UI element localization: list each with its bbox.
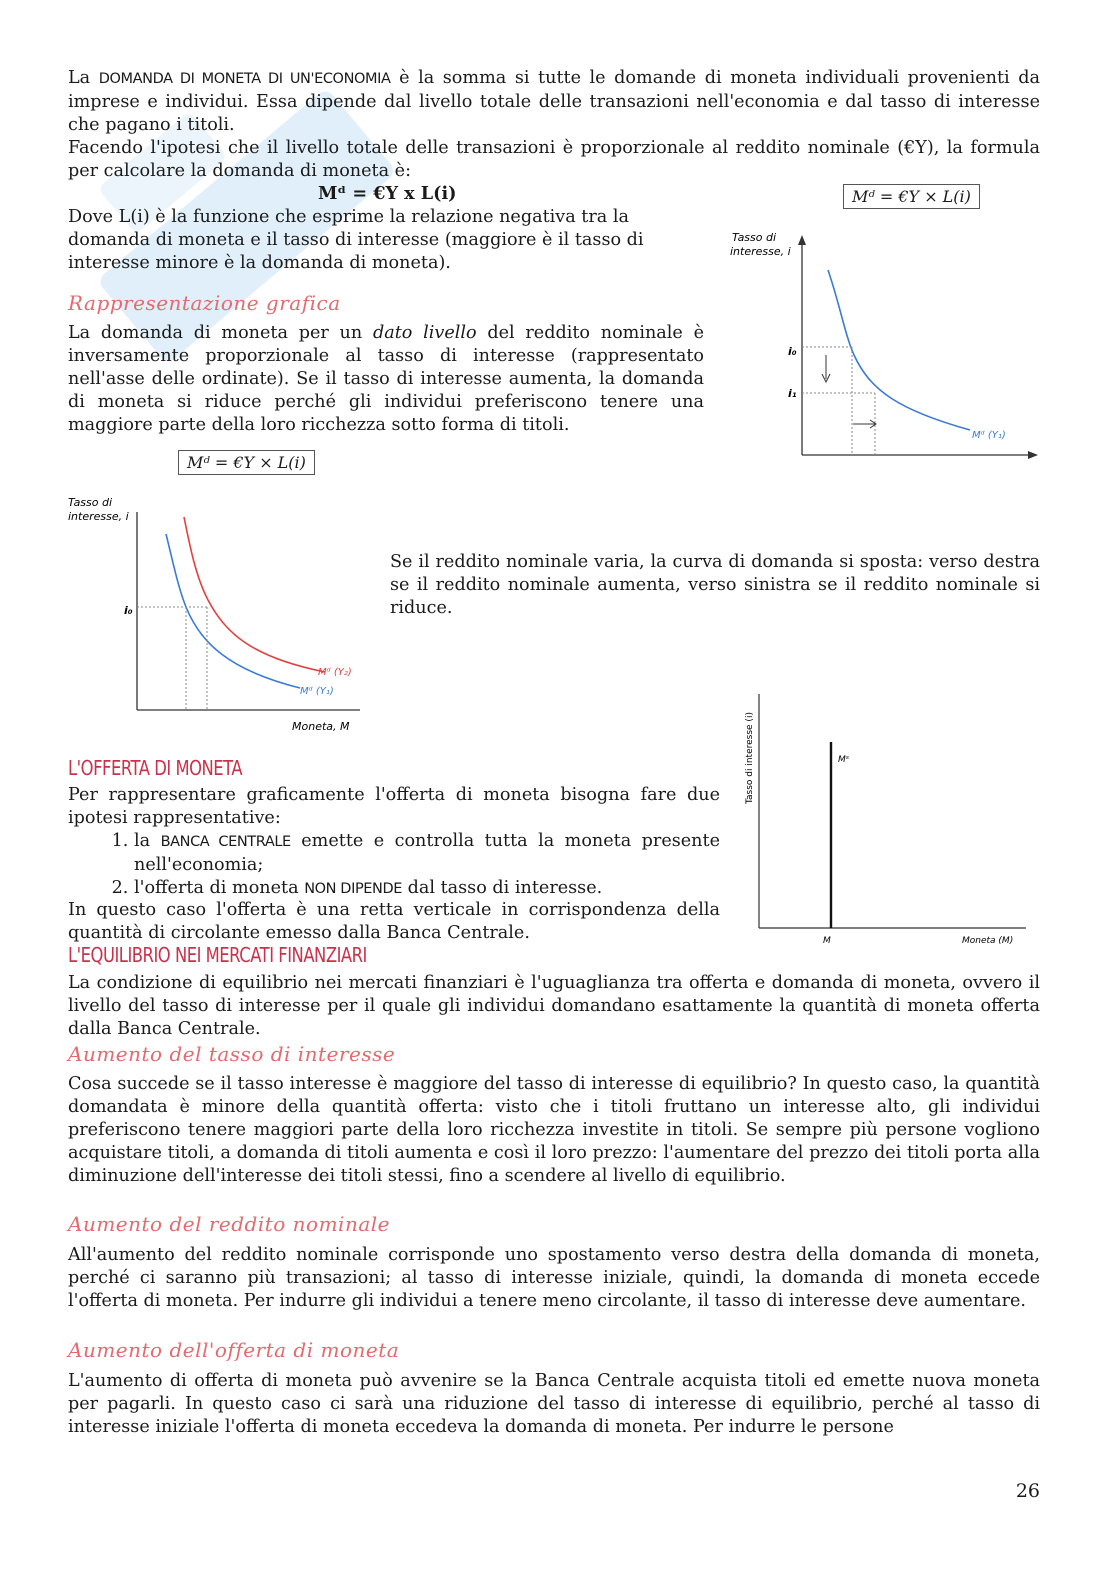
graph2-ylabel-2: interesse, i bbox=[68, 510, 129, 523]
graph1-ylabel-2: interesse, i bbox=[730, 245, 791, 258]
heading-aumento-offerta: Aumento dell'offerta di moneta bbox=[68, 1338, 400, 1362]
heading-equilibrio: L'EQUILIBRIO NEI MERCATI FINANZIARI bbox=[68, 943, 367, 967]
list-item: 1. la BANCA CENTRALE emette e controlla tutta la moneta presente nell'economia; bbox=[134, 830, 720, 877]
paragraph-curve-shift: Se il reddito nominale varia, la curva di domanda si sposta: verso destra se il reddito nominale aumenta, verso sinistra se il reddito nominale si riduce. bbox=[390, 552, 1040, 618]
graph1-i1: i₁ bbox=[788, 387, 797, 400]
paragraph-retta-verticale: In questo caso l'offerta è una retta verticale in corrispondenza della quantità di circolante emesso dalla Banca Centrale. bbox=[68, 900, 720, 943]
graph2-label-y2: Mᵈ (Y₂) bbox=[318, 667, 352, 678]
paragraph-inverse-relation: La domanda di moneta per un dato livello del reddito nominale è inversamente proporzionale al tasso di interesse (rappresentato nell'asse delle ordinate). Se il tasso di interesse aumenta, la domanda di moneta si riduce perché gli individui preferiscono tenere una maggiore parte della loro ricchezza sotto forma di titoli. bbox=[68, 323, 704, 435]
graph1-y-arrow bbox=[798, 235, 806, 245]
graph-demand-shift bbox=[60, 492, 380, 742]
paragraph-equilibrio: La condizione di equilibrio nei mercati finanziari è l'uguaglianza tra offerta e domanda di moneta, ovvero il livello del tasso di interesse per il quale gli individui domandano esattamente la quantità di moneta offerta dalla Banca Centrale. bbox=[68, 973, 1040, 1039]
term-non-dipende: NON DIPENDE bbox=[304, 881, 403, 897]
formula-box-top: Mᵈ = €Y × L(i) bbox=[843, 184, 980, 209]
graph2-i0: i₀ bbox=[124, 604, 133, 617]
graph2-curve-y2 bbox=[184, 517, 325, 672]
graph1-demand-curve bbox=[828, 270, 970, 430]
paragraph-aumento-reddito: All'aumento del reddito nominale corrisponde uno spostamento verso destra della domanda di moneta, perché ci saranno più transazioni; al tasso di interesse iniziale, quindi, la domanda di moneta eccede l'offerta di moneta. Per indurre gli individui a tenere meno circolante, il tasso di interesse deve aumentare. bbox=[68, 1245, 1040, 1311]
graph1-ylabel-1: Tasso di bbox=[732, 231, 777, 244]
formula-box-left: Mᵈ = €Y × L(i) bbox=[178, 450, 315, 475]
paragraph-aumento-tasso: Cosa succede se il tasso interesse è maggiore del tasso di interesse di equilibrio? In questo caso, la quantità domandata è minore della quantità offerta: visto che i titoli fruttano un interesse alto, gli individui preferiscono tenere maggiori parte della loro ricchezza investite in titoli. Se sempre più persone vogliono acquistare titoli, a domanda di titoli aumenta e così il loro prezzo: l'aumentare del prezzo dei titoli porta alla diminuzione dell'interesse dei titoli stessi, fino a scendere al livello di equilibrio. bbox=[68, 1074, 1040, 1186]
graph1-curve-label: Mᵈ (Y₁) bbox=[972, 430, 1006, 441]
graph2-xlabel: Moneta, M bbox=[292, 720, 350, 733]
heading-offerta-moneta: L'OFFERTA DI MONETA bbox=[68, 756, 243, 780]
graph2-ylabel-1: Tasso di bbox=[68, 496, 113, 509]
list-item: 2. l'offerta di moneta NON DIPENDE dal tasso di interesse. bbox=[134, 877, 720, 901]
graph-money-supply bbox=[736, 692, 1036, 952]
graph2-label-y1: Mᵈ (Y₁) bbox=[300, 686, 334, 697]
emphasis-dato-livello: dato livello bbox=[372, 323, 477, 343]
paragraph-aumento-offerta: L'aumento di offerta di moneta può avvenire se la Banca Centrale acquista titoli ed emette nuova moneta per pagarli. In questo caso ci sarà una riduzione del tasso di interesse di equilibrio, perché al tasso di interesse iniziale l'offerta di moneta eccedeva la domanda di moneta. Per indurre le persone bbox=[68, 1371, 1040, 1437]
heading-aumento-tasso: Aumento del tasso di interesse bbox=[68, 1042, 396, 1066]
graph1-i0: i₀ bbox=[788, 345, 797, 358]
graph3-ms: Mˢ bbox=[838, 755, 850, 765]
paragraph-formula-intro: Facendo l'ipotesi che il livello totale delle transazioni è proporzionale al reddito nominale (€Y), la formula per calcolare la domanda di moneta è: bbox=[68, 138, 1040, 181]
heading-aumento-reddito: Aumento del reddito nominale bbox=[68, 1212, 390, 1236]
paragraph-lfunction: Dove L(i) è la funzione che esprime la relazione negativa tra la domanda di moneta e il tasso di interesse (maggiore è il tasso di interesse minore è la domanda di moneta). bbox=[68, 207, 644, 273]
paragraph-offerta-ipotesi: Per rappresentare graficamente l'offerta di moneta bisogna fare due ipotesi rappresentative: bbox=[68, 785, 720, 828]
graph3-ylabel: Tasso di interesse (i) bbox=[745, 712, 755, 804]
heading-rappresentazione-grafica: Rappresentazione grafica bbox=[68, 291, 341, 315]
page-number: 26 bbox=[1015, 1480, 1040, 1502]
graph1-x-arrow bbox=[1028, 451, 1038, 459]
term-domanda-moneta: DOMANDA DI MONETA DI UN'ECONOMIA bbox=[98, 71, 391, 87]
term-banca-centrale: BANCA CENTRALE bbox=[160, 834, 291, 850]
hypothesis-list bbox=[68, 830, 720, 901]
paragraph-intro: La DOMANDA DI MONETA DI UN'ECONOMIA è la somma si tutte le domande di moneta individuali provenienti da imprese e individui. Essa dipende dal livello totale delle transazioni nell'economia e dal tasso di interesse che pagano i titoli. bbox=[68, 68, 1041, 135]
graph3-m: M bbox=[823, 936, 831, 946]
graph3-xlabel: Moneta (M) bbox=[962, 936, 1014, 946]
formula-bold: Mᵈ = €Y x L(i) bbox=[318, 183, 457, 204]
graph-money-demand bbox=[720, 225, 1050, 465]
